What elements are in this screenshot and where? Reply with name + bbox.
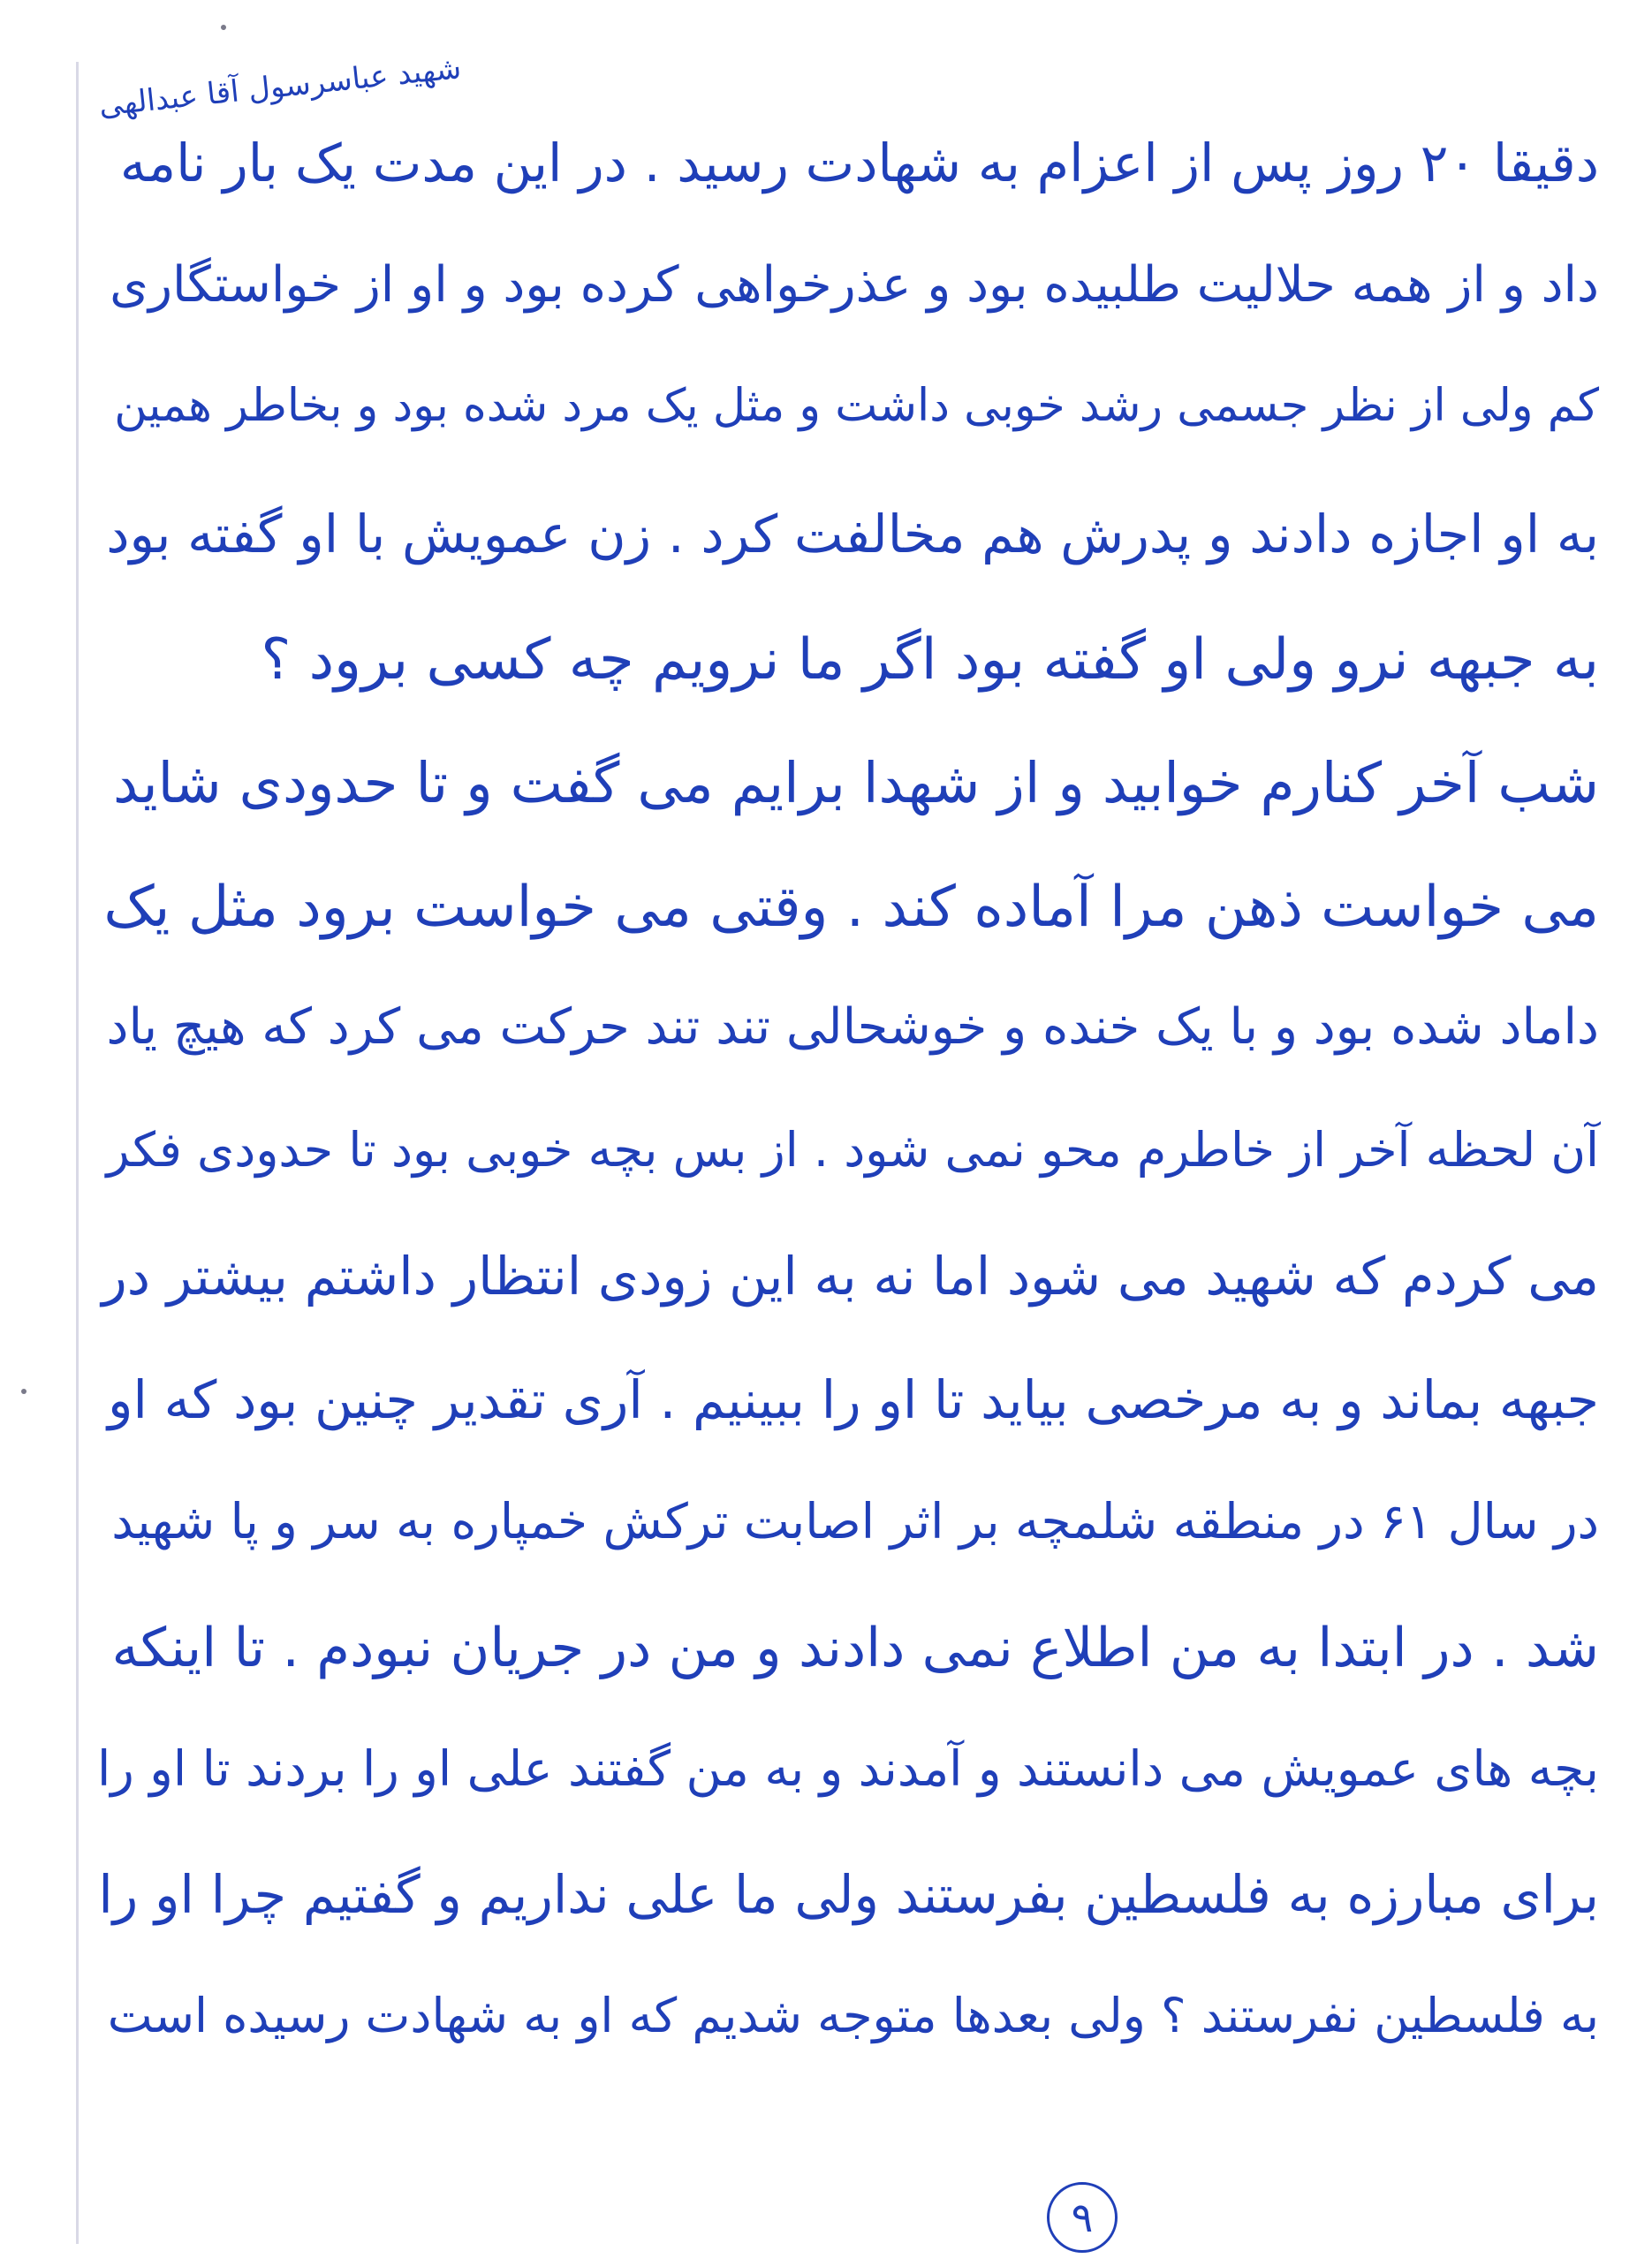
text-line: به فلسطین نفرستند ؟ ولی بعدها متوجه شدیم که او به شهادت رسیده است bbox=[107, 1988, 1599, 2043]
text-line: به او اجازه دادند و پدرش هم مخالفت کرد . زن عمویش با او گفته بود bbox=[106, 504, 1599, 565]
text-line: شد . در ابتدا به من اطلاع نمی دادند و من در جریان نبودم . تا اینکه bbox=[111, 1617, 1599, 1679]
text-line: داد و از همه حلالیت طلبیده بود و عذرخواهی کرده بود و او از خواستگاری bbox=[110, 256, 1599, 314]
text-line: در سال ۶۱ در منطقه شلمچه بر اثر اصابت ترکش خمپاره به سر و پا شهید bbox=[111, 1493, 1599, 1550]
paper-speck bbox=[221, 25, 226, 30]
text-line: به جبهه نرو ولی او گفته بود اگر ما نرویم چه کسی برود ؟ bbox=[261, 627, 1599, 693]
text-line: می خواست ذهن مرا آماده کند . وقتی می خواست برود مثل یک bbox=[103, 875, 1599, 940]
paper-speck bbox=[21, 1389, 27, 1394]
text-line: جبهه بماند و به مرخصی بیاید تا او را ببینیم . آری تقدیر چنین بود که او bbox=[107, 1369, 1599, 1430]
text-line: می کردم که شهید می شود اما نه به این زودی انتظار داشتم بیشتر در bbox=[102, 1246, 1599, 1307]
text-line: بچه های عمویش می دانستند و آمدند و به من گفتند علی او را بردند تا او را bbox=[96, 1740, 1599, 1797]
text-line: برای مبارزه به فلسطین بفرستند ولی ما علی نداریم و گفتیم چرا او را bbox=[98, 1864, 1599, 1925]
page-number: ۹ bbox=[1047, 2182, 1118, 2253]
text-line: دقیقا ۲۰ روز پس از اعزام به شهادت رسید . در این مدت یک بار نامه bbox=[119, 133, 1599, 193]
text-line: شب آخر کنارم خوابید و از شهدا برایم می گفت و تا حدودی شاید bbox=[113, 751, 1599, 815]
text-line: آن لحظه آخر از خاطرم محو نمی شود . از بس بچه خوبی بود تا حدودی فکر bbox=[106, 1122, 1599, 1178]
text-line: کم ولی از نظر جسمی رشد خوبی داشت و مثل یک مرد شده بود و بخاطر همین bbox=[114, 380, 1599, 432]
text-line: داماد شده بود و با یک خنده و خوشحالی تند تند حرکت می کرد که هیچ یاد bbox=[106, 998, 1599, 1056]
margin-rule bbox=[76, 62, 79, 2244]
header-note: شهید عباسرسول آقا عبدالهی bbox=[97, 50, 463, 124]
